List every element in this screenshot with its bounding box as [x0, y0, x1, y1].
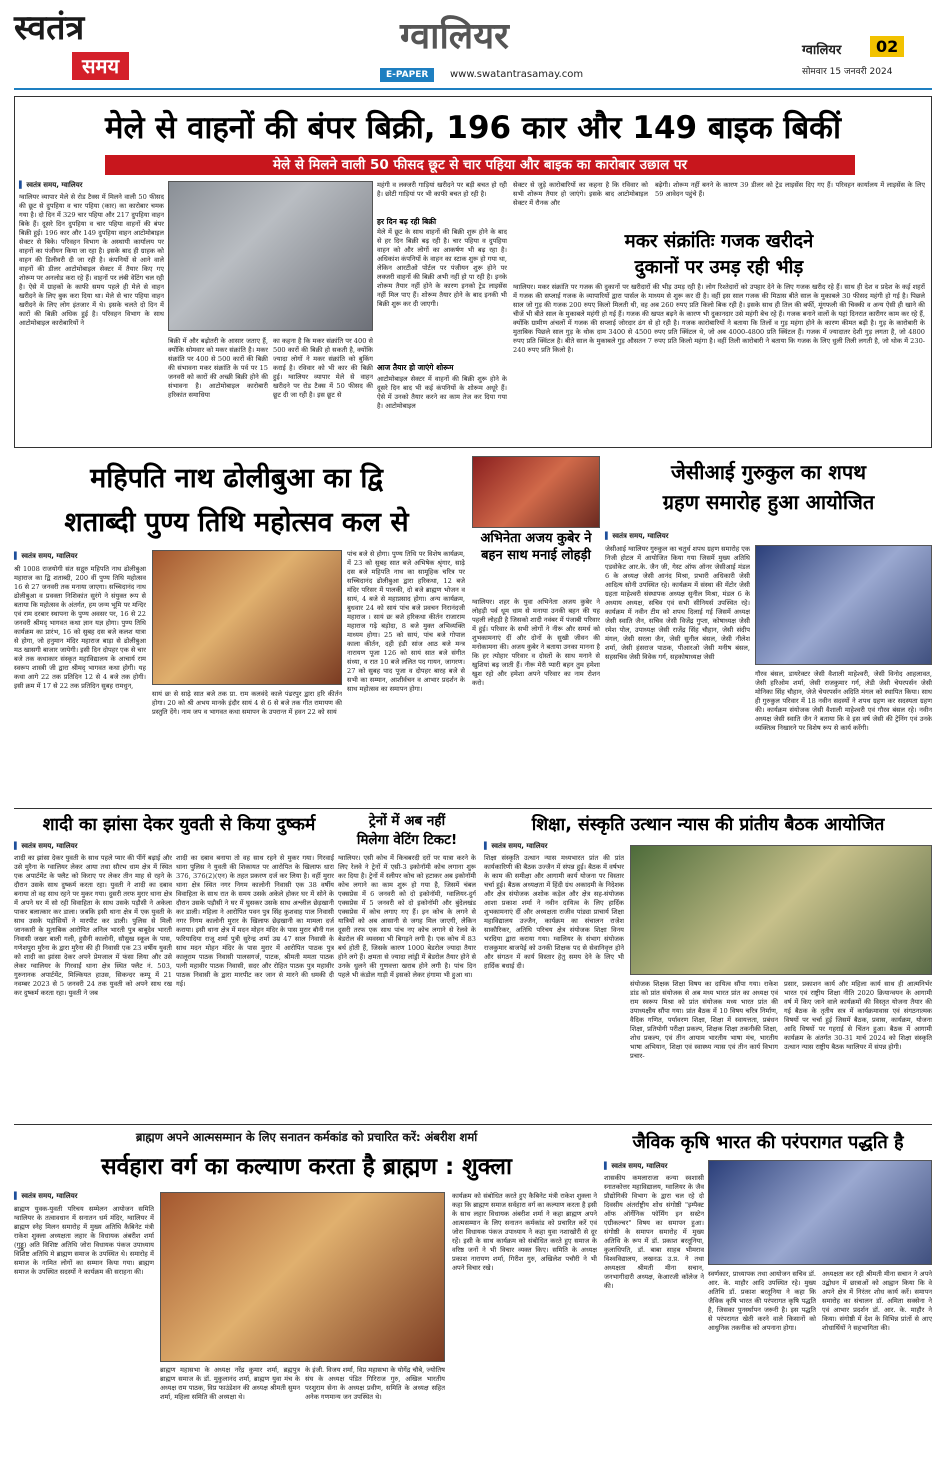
brahman-headline: सर्वहारा वर्ग का कल्याण करता है ब्राह्मण : शुक्ला [101, 1154, 512, 1180]
brahman-byline: ▌ स्वतंत्र समय, ग्वालियर [14, 1192, 78, 1201]
train-text: ग्वालियर। एसी कोच में किचबरदी दरों पर यात्रा करने के लिए रेलवे ने ट्रेनों में एसी-3 इकोनॉमी कोच लगाना शुरू कर दिया है। ट्रेनों में स्लीपर कोच को हटाकर अब इकोनॉमी कोच लगाने का काम शुरू हो गया है, जिसमें चंबल एक्सप्रेस में 6 जनवरी को दो इकोनॉमी, ग्वालियर-दुर्ग एक्सप्रेस में 5 जनवरी को दो इकोनॉमी और बुंदेलखंड एक्सप्रेस में कोच लगाए गए हैं। इन कोच के लगने से यात्रियों को अब आसानी से जगह मिल जाएगी, लेकिन दूसरी तरफ एक साथ पांच नए कोच लगाने से रेलवे के बेडरोल की व्यवस्था भी बिगड़ने लगी है। एक कोच में 83 बर्थ होती हैं, जिसके कारण 1000 बेडरोल ज्यादा तैयार होने लगे हैं। क्षमता से ज्यादा लांड्री में बेडरोल तैयार होने से उनके धुलने की गुणवत्ता खराब होने लगी है। पांच दिन पहले भी कंडोल गाड़ी में इसको लेकर हंगामा भी हुआ था। [338, 854, 476, 979]
train-headline-1: ट्रेनों में अब नहीं [368, 813, 446, 829]
lead-col-4b: मेले में छूट के साथ वाहनों की बिक्री शुरू होने के बाद से हर दिन बिक्री बढ़ रही है। चार पहिया व दुपहिया वाहन को और लोगों का आकर्षण भी बढ़ रहा है। अधिकांश कंपनियों के वाहन का स्टाक शुरू हो गया था, लेकिन आरटीओ पोर्टल पर पंजीयन शुरू होने पर लक्जरी वाहनों की बिक्री अभी नहीं हो पा रही है। इनके शोरूम तैयार नहीं होने के कारण इनको ट्रेड लाइसेंस नहीं मिल पाए हैं। शोरूम तैयार होने के बाद इनकी भी बिक्री शुरू कर दी जाएगी। [377, 228, 507, 308]
shiksha-headline: शिक्षा, संस्कृति उत्थान न्यास की प्रांतीय बैठक आयोजित [531, 815, 885, 835]
shiksha-photo [630, 845, 932, 975]
jci-col-2: गौरव बंसल, डायरेक्टर जेसी वैशाली माहेश्वरी, जेसी विनोद आहलावत, जेसी हरिओम शर्मा, जेसी राजकुमार गर्ग, लेडी जेसी चेयरपर्सन जेसी मोनिका सिंह चौहान, जेजे चेयरपर्सन अदिति मंगल को स्थापित किया। साथ ही गुरुकुल परिवार में 18 नवीन सदस्यों ने शपथ ग्रहण कर सदस्यता ग्रहण की। कार्यक्रम संयोजक जेसी वैशाली माहेश्वरी एवं गौरव बंसल रहे। नवीन अध्यक्ष जेसी स्वाति जैन ने बताया कि वे इस वर्ष जेसी की ट्रेनिंग एवं उनके व्यक्तित्व निखारने पर विशेष रूप से कार्य करेंगी। [755, 670, 932, 732]
logo-bottom: समय [72, 52, 129, 80]
mahipati-byline: ▌ स्वतंत्र समय, ग्वालियर [14, 552, 78, 561]
lohri-photo [472, 456, 600, 528]
shiksha-col-1: शिक्षा संस्कृति उत्थान न्यास मध्यभारत प्रांत की प्रांत कार्यकारिणी की बैठक उज्जैन में संपन्न हुई। बैठक में वर्षभर के काम की समीक्षा और आगामी कार्य योजना पर विस्तार चर्चा हुई। बैठक अध्यक्षता में हिंदी ग्रंथ अकादमी के निदेशक और क्षेत्र संयोजक अशोक कड़ेल और क्षेत्र सह-संयोजक आशा प्रकाश शर्मा ने नवीन दायित्व के लिए हार्दिक शुभकामनाएं दीं और अध्यक्षता राजीव पांड्या प्राचार्य शिक्षा महाविद्यालय उज्जैन, कार्यक्रम का संचालन राजेश साकौरिकर, अतिथि परिचय क्षेत्र संयोजक शिक्षा विनय भरदिया द्वारा कराया गया। ग्वालियर के संभाग संयोजक राजकुमार बाजपेई को उनकी शिक्षक पद से सेवानिवृत्त होने और संगठन में कार्य विस्तार हेतु समय देने के लिए भी हार्दिक बधाई दी। [484, 854, 624, 970]
shadi-headline: शादी का झांसा देकर युवती से किया दुष्कर्म [42, 815, 316, 835]
brahman-photo [160, 1192, 445, 1362]
lead-col-5a: सेक्टर से जुड़े कारोबारियों का कहना है कि रविवार को सभी शोरूम तैयार हो जाएंगे। इसके बाद आटोमोबाइल सेक्टर में रौनक और [513, 181, 648, 207]
shiksha-col-2: संयोजक शिक्षक शिक्षा विषय का दायित्व सौंपा गया। राकेश डांड को प्रांत संयोजक से अब मध्य भारत प्रांत का अध्यक्ष एवं राम स्वरूप मिश्रा को प्रांत संयोजक मध्य भारत प्रांत की उपाध्यक्षीय सौंपा गया। प्रांत बैठक में 10 विषय चरित्र निर्माण, वैदिक गणित, पर्यावरण शिक्षा, शिक्षा में स्वायत्तता, प्रबंधन शिक्षा, प्रतियोगी परीक्षा प्रकल्प, शिक्षक शिक्षा तकनीकी शिक्षा, शोध प्रकल्प, एवं तीन आयाम भारतीय भाषा मंच, भारतीय भाषा अभियान, शिक्षा एवं स्वास्थ्य न्यास एवं तीन कार्य विभाग प्रचार- [630, 980, 778, 1060]
lead-byline: ▌ स्वतंत्र समय, ग्वालियर [19, 181, 83, 190]
mahipati-headline-1: महिपति नाथ ढोलीबुआ का द्वि [90, 463, 383, 494]
divider-mid [14, 808, 932, 809]
site-url[interactable]: www.swatantrasamay.com [450, 69, 584, 80]
lead-col-2: बिक्री में और बढ़ोतरी के आसार जताए हैं, क्योंकि सोमवार को मकर संक्रांति है। मकर संक्रांति पर 400 से 500 कारों की बिक्री की संभावना मकर संक्रांति के पर्व पर 15 जनवरी को कारों की अच्छी बिक्री होने की संभावना है। आटोमोबाइल कारोबारी हरिकांत समाधिया [168, 337, 268, 399]
shadi-col-2: शादी का दबाव बनाया तो वह साथ रहने से मुकर गया। गिरवाईं थाना पुलिस ने युवती की शिकायत पर आरोपित के खिलाफ धारा 376, 376(2)(एन) के तहत प्रकरण दर्ज कर लिया है। वहीं मुरार थाना क्षेत्र स्थित नगर निगम कालोनी निवासी एक 38 वर्षीय विवाहिता के साथ रात के समय उसके अकेले होकर घर में सोने के दौरान उसके पड़ौसी ने घर में घुसकर उसके साथ अश्लील छेड़खानी कर डाली। महिला ने आरोपित पवन पुत्र सिंह कुशवाह पाल निवासी नगर निगम कालोनी मुरार के खिलाफ छेड़खानी का मामला दर्ज कराया। इसी थाना क्षेत्र में मदन मोहन मंदिर के पास मुरार बौनी गल फरियादिया राजू शर्मा पुत्री सुरेन्द्र शर्मा उम्र 47 साल निवासी के साथ मदन मोहन मंदिर के पास मुरार में आरोपित पाठक पुत्र कालूराम पाठक निवासी पालसगर्ज, पाटक, श्रीमती ममता पाठक पत्नी महावीर पाठक निवासी, सदर और रोहित पाठक पुत्र महावीर पाठक निवासी के द्वारा मारपीट कर जान से मारने की धमकी दी गई। [176, 854, 334, 988]
lohri-text: ग्वालियर। शहर के युवा अभिनेता अजय कुबेर ने लोहड़ी पर्व धूम धाम से मनाया उनकी बहन की यह पहली लोहड़ी है जिसको शादी नवंबर में पंजाबी परिवार में हुई। परिवार के सभी लोगों ने नीरू और समर्थ को शुभकामनाएं दीं और दोनों के सुखी जीवन की मनोकामना की। अजय कुबेर ने बताया उनका मानना है कि हर त्योहार परिवार व दोस्तों के साथ मनाने से खुशियां बढ़ जाती हैं। नीरू मेरी प्यारी बहन तुम हमेशा खुश रहो और हमेशा अपने परिवार का नाम रोशन करो। [472, 598, 600, 687]
lead-story [14, 96, 932, 448]
jaivik-col-2: स्वर्णकार, प्राध्यापक तथा आयोजन सचिव डॉ. आर. के. माहौर आदि उपस्थित रहे। मुख्य अतिथि डॉ. प्रकाश बरतूनिया ने कहा कि जैविक कृषि भारत की परंपरागत कृषि पद्धति है, जिसका पुनर्स्थापन जरूरी है। इस पद्धति से परंपरागत खेती करने वाले किसानों को आधुनिक तकनीक को अपनाना होगा। [708, 1270, 816, 1332]
edition-city: ग्वालियर [802, 43, 842, 58]
jaivik-photo [708, 1160, 932, 1265]
mahipati-photo [152, 550, 342, 685]
jci-photo [755, 545, 932, 665]
makar-text: ग्वालियर। मकर संक्रांति पर गजक की दुकानों पर खरीदारों की भीड़ उमड़ रही है। लोग रिश्तेदारों को उपहार देने के लिए गजक खरीद रहे हैं। साथ ही देश व प्रदेश के कई शहरों में गजक की सप्लाई गजक के व्यापारियों द्वारा पार्सल के माध्यम से शुरू कर दी है। वहीं इस साल गजक की मिठास बीते साल के मुकाबले 30 फीसद महंगी हो गई है। पिछले साल जो गुड़ की गजक 200 रुपए किलो मिलती थी, वह अब 260 रुपए प्रति किलो बिक रही है। इसके साथ ही तिल की बर्फी, मूंगफली की चिक्की व अन्य ऐसी ही खाने की चीजें भी बीते साल के मुकाबले महंगी हो गई हैं। गजक की खपत बढ़ने के कारण भी दुकानदार उसे महंगी बेच रहे हैं। गजक बनाने वालों के यहां दिनरात कारीगर काम कर रहे हैं, क्योंकि ग्रामीण अंचलों में गजक की सप्लाई जोरदार ढंग से हो रही है। गजक कारोबारियों ने बताया कि तिलों व गुड़ महंगा होने के कारण कीमत बढ़ी है। गुड़ के कारोबारी के मुताबिक पिछले साल गुड़ के थोक दाम 3400 से 4500 रुपए प्रति क्विंटल थे, जो अब 4000-4800 प्रति क्विंटल हैं। गजक में ज्यादातर देशी गुड़ लगता है, जो 4800 रुपए प्रति क्विंटल है। बीते साल के मुकाबले गुड़ औसतन 7 रुपए प्रति किलो महंगा है। वहीं तिली कारोबारी ने बताया कि गजक के लिए धुली तिली लगती है, जो थोक में 230-240 रुपए प्रति किलो है। [513, 283, 925, 354]
shadi-byline: ▌ स्वतंत्र समय, ग्वालियर [14, 842, 78, 851]
page-number: 02 [870, 36, 904, 57]
lead-subhead-2: आज तैयार हो जाएंगे शोरूम [377, 363, 454, 372]
lead-col-4a: महंगी व लक्जरी गाड़ियां खरीदने पर बड़ी बचत हो रही है। छोटी गाड़ियां पर भी काफी बचत हो रही है। [377, 181, 507, 198]
masthead [0, 0, 945, 92]
edition-box [790, 36, 930, 80]
mahipati-col-1: श्री 1008 राजयोगी संत सद्गुरु महिपति नाथ ढोलीबुआ महाराज का द्वि शताब्दी, 200 वीं पुण्य तिथि महोत्सव 16 से 27 जनवरी तक मनाया जाएगा। सच्चिदानंद नाथ ढोलीबुआ व प्रवक्ता निशिकांत सुरंगे ने संयुक्त रूप से बताया कि महोत्सव के अंतर्गत, हम जन्म भूमि पर मन्दिर एवं राम दरबार स्थापना के पुण्य अवसर पर, 16 से 22 जनवरी श्रीमद् भागवत कथा ज्ञान यज्ञ होगा। पुण्य तिथि कार्यक्रम का प्रारंभ, 16 को सुबह दस बजे कलश यात्रा से होगा, जो हनुमान मंदिर महाराज बाड़ा से ढोलीबुआ मठ खासगी बाजार जायेगी। इसी दिन दोपहर एक से चार बजे तक कथाकार संस्कृत महाविद्यालय के आचार्य राम स्वरूप शास्त्री जी द्वारा श्रीमद् भागवत कथा होगी। यह कथा आगे 22 तक प्रतिदिन 12 से 4 बजे तक होगी। इसी क्रम में 17 से 22 तक प्रतिदिन सुबह रामधुन, [14, 565, 146, 690]
jci-headline-1: जेसीआई गुरुकुल का शपथ [670, 460, 867, 484]
brahman-col-1: ब्राह्मण युवक-युवती परिचय सम्मेलन आयोजन समिति ग्वालियर के तत्वावधान में सनातन धर्म मंदिर, ग्वालियर में ब्राह्मण स्नेह मिलन समारोह में मुख्य अतिथि कैबिनेट मंत्री राकेश शुक्ला अध्यक्षता लहार के विधायक अंबरीश शर्मा (गुड्डू) अति विशिष्ट अतिथि जोरा विधायक पंकज उपाध्याय विशिष्ट अतिथि मे ब्राह्मण समाज के उपस्थित थे। समारोह में समाज के नामित लोगों का सम्मान किया गया। ब्राह्मण समाज के उपस्थित सदस्यों ने कार्यक्रम की सराहना की। [14, 1205, 154, 1276]
mahipati-col-2: सायं छः से साढ़े सात बजे तक प्रा. राम कलवंदे काले पंढरपुर द्वारा हरि कीर्तन होगा। 20 को श्री अभय मानके इंदौर सायं 4 से 6 से बजे तक गीत रामायण की प्रस्तुति देंगे। नाम जप व भागवत कथा समापन के उपरान्त में हवन 22 को सायं [152, 690, 342, 716]
lead-col-6a: बढ़ेगी। शोरूम नहीं बनने के कारण 39 डीलर को ट्रेड लाइसेंस दिए गए हैं। परिवहन कार्यालय में लाइसेंस के लिए 59 आवेदन पहुंचे हैं। [655, 181, 925, 198]
lead-col-3: का कहना है कि मकर संक्रांति पर 400 से 500 कारों की बिक्री हो सकती है, क्योंकि ज्यादा लोगों ने मकर संक्रांति को बुकिंग कराई है। रविवार को भी कार की बिक्री हुई। ग्वालियर व्यापार मेले से वाहन खरीदने पर रोड टैक्स में 50 फीसद की छूट दी जा रही है। इस छूट से [273, 337, 373, 399]
train-headline-2: मिलेगा वेटिंग टिकट! [356, 832, 458, 848]
makar-headline-2: दुकानों पर उमड़ रही भीड़ [634, 257, 804, 278]
logo-top: स्वतंत्र [14, 8, 85, 48]
mahipati-headline-2: शताब्दी पुण्य तिथि महोत्सव कल से [64, 507, 409, 538]
brahman-col-2: ब्राह्मण महासभा के अध्यक्ष नरेंद्र कुमार शर्मा, ब्रह्मपुत्र ब्राह्मण समाज के डॉ. मुकुलानंद शर्मा, ब्राह्मण युवा मंच के अध्यक्ष राम पाठक, विप्र फाउंडेशन की अध्यक्ष श्रीमती सुमन शर्मा, महिला समिति की अध्यक्षा थे। [160, 1366, 300, 1401]
brahman-kicker: ब्राह्मण अपने आत्मसम्मान के लिए सनातन कर्मकांड को प्रचारित करें: अंबरीश शर्मा [135, 1130, 478, 1144]
epaper-label: E-PAPER [380, 68, 434, 82]
logo [14, 8, 164, 88]
shadi-col-1: शादी का झांसा देकर युवती के साथ पहले प्यार की पींगें बढ़ाई और उसे मुरैना के ग्वालियर लेकर आया तथा सौरभ धाम क्षेत्र में स्थित एक अपार्टमेंट के फ्लैट को किराए पर लेकर तीन माह से रहने के दौरान उसके साथ दुष्कर्म करता रहा। युवती ने शादी का दबाव बनाया तो वह साथ रहने पर मुकर गया। दुसरी तरफ मुरार थाना क्षेत्र में अपने घर में सो रही विवाहिता के साथ उसके पड़ौसी ने अकेला पाकर बलात्कार कर डाला। जबकि इसी थाना क्षेत्र में एक युवती के साथ उसके पड़ोसियों ने मारपीट कर डाली। पुलिस से मिली जानकारी के मुताबिक आरोपित अनिल भारती पुत्र बाबूदेव भारती निवासी जखर बाली गली, हुसैनी कालोनी, सौसुख स्कूल के पास, गणेशपुरा मुरैना के द्वारा मुरैना की ही निवासी एक 23 वर्षीय युवती को शादी का झांसा देकर अपने प्रेमजाल में फंसा लिया और उसे लेकर ग्वालियर के गिरवाईं थाना क्षेत्र स्थित फ्लैट नं. 503, गुरुनानक अपार्टमेंट, मिल्कियत हाउस, सिकन्दर कम्पू में 21 नवम्बर 2023 से 5 जनवरी 24 तक युवती को अपने साथ रख कर दुष्कर्म करता रहा। युवती ने जब [14, 854, 172, 997]
jaivik-byline: ▌ स्वतंत्र समय, ग्वालियर [604, 1162, 668, 1171]
shiksha-col-3: प्रसार, प्रकाशन कार्य और महिला कार्य साथ ही आत्मनिर्भर भारत एवं राष्ट्रीय शिक्षा नीति 2020 क्रियान्वयन के आगामी वर्ष में किए जाने वाले कार्यक्रमों की विस्तृत योजना तैयार की गई बैठक के तृतीय सत्र में कार्यक्रमावास एवं संगठनात्मक विषयों पर चर्चा हुई जिसमें बैठक, प्रवास, कार्यक्रम, योजना आदि विषयों पर गहराई से चिंतन हुआ। बैठक में आगामी कार्यक्रम के अंतर्गत 30-31 मार्च 2024 को शिक्षा संस्कृति उत्थान न्यास राष्ट्रीय बैठक ग्वालियर में संपन्न होगी। [784, 980, 932, 1051]
jaivik-col-1: शासकीय कमलाराजा कन्या स्वशासी स्नातकोत्तर महाविद्यालय, ग्वालियर के जैव प्रौद्योगिकी विभाग के द्वारा चल रहे दो दिवसीय अंतर्राष्ट्रीय शोध संगोष्ठी "इम्पैक्ट ऑफ ऑर्गेनिक फॉर्मिंग इन सस्टेन एग्रीकल्चर" विषय का समापन हुआ। संगोष्ठी के समापन समारोह में मुख्य अतिथि के रूप में डॉ. प्रकाश बरतूनिया, कुलाधिपति, डॉ. बाबा साहब भीमराव विश्वविद्यालय, लखनऊ उ.प्र. ने तथा अध्यक्षता श्रीमती मीना सचान, जनभागीदारी अध्यक्ष, केआरजी कॉलेज ने की। [604, 1174, 704, 1290]
jaivik-col-3: अध्यक्षता कर रही श्रीमती मीना सचान ने अपने उद्बोधन में छात्राओं को आह्वान किया कि वे अपने क्षेत्र में निरंतर शोध कार्य करें। समापन समारोह का संचालन डॉ. अमिता सक्सेना ने एवं आभार प्रदर्शन डॉ. आर. के. माहौर ने किया। संगोष्ठी में देश के विभिन्न प्रांतों से आए शोधार्थियों ने सहभागिता की। [822, 1270, 932, 1332]
brahman-col-4: कार्यक्रम को संबोधित करते हुए कैबिनेट मंत्री राकेश शुक्ला ने कहा कि ब्राह्मण समाज सर्वहारा वर्ग का कल्याण करता है इसी के साथ लहार विधायक अंबरीश शर्मा ने कहा ब्राह्मण अपने आत्मसम्मान के लिए सनातन कर्मकांड को प्रचारित करें एवं जोरा विधायक पंकज उपाध्याय ने कहा युवा नशाखोरी से दूर रहें। इसी के साथ कार्यक्रम को संबोधित करते हुए समाज के वरिष्ठ जनों ने भी विचार व्यक्त किए। समिति के अध्यक्ष प्रकाश नारायण शर्मा, गिरीश गुरु, अखिलेश पचौरी ने भी अपने विचार रखे। [452, 1192, 597, 1272]
divider-low [14, 1124, 932, 1125]
lead-photo-mela [168, 181, 373, 331]
lead-strap: मेले से मिलने वाली 50 फीसद छूट से चार पहिया और बाइक का कारोबार उछाल पर [105, 155, 855, 175]
lead-col-1: ग्वालियर व्यापार मेले से रोड टैक्स में मिलने वाली 50 फीसद की छूट से दुपहिया व चार पहिया (कार) का कारोबार चमक गया है। दो दिन में 329 चार पहिया और 217 दुपहिया वाहन बिके हैं। दूसरे दिन दुपहिया व चार पहिया वाहनों की बंपर बिक्री हुई। 196 कार और 149 दुपहिया वाहन आटोमोबाइल सेक्टर से बिके। परिवहन विभाग के अस्थायी कार्यालय पर वाहनों का पंजीयन किया जा रहा है। इसके बाद ही ग्राहक को वाहन की डिलीवरी दी जा रही है। कंपनियों से आने वाले वाहनों की डीलर आटोमोबाइल सेक्टर में तैयार किए गए शोरूम पर अनलोड करा रहे हैं। वाहनों पर लंबी वेटिंग चल रही है। ऐसे में ग्राहकों के काफी समय पहले ही मेले से वाहन खरीदने के लिए बुक करा दिया था। मेले से चार पहिया वाहन खरीदने के लिए लोग इंतजार में थे। इसके चलते दो दिन में कारों की बिक्री अधिक हुई है। परिवहन विभाग के साथ आटोमोबाइल कारोबारियों ने [19, 193, 164, 327]
mahipati-col-3: पांच बजे से होगा। पुण्य तिथि पर विशेष कार्यक्रम, में 23 को सुबह सात बजे अभिषेक श्रृंगार, साढ़े दस बजे महिपति नाथ का सामूहिक चरित्र पर सच्चिदानंद ढोलीबुआ द्वारा हरिकथा, 12 बजे मंदिर परिसर में पालकी, दो बजे ब्राह्मण भोजन व सायं, 4 बजे से महाप्रसाद होगा। अन्य कार्यक्रम, बुधवार 24 को सायं पांच बजे प्रवचन निरानंदजी महाराज । सायं छः बजे हरिकथा कीर्तन राजाराम महाराज गढ़े बड़ोदा, 8 बजे मुक्त अभिव्यक्ति माध्यम होगा। 25 को सायं, पांच बजे गोपाल काला कीर्तन, दही हंडी सांज आठ बजे मन्त्र नारायण पूजा 126 को सायं सात बजे संगीत संध्या, व रात 10 बजे ललित पद गायन, जागरण। 27 को सुबह पाद पूजा व दोपहर बारह बजे से सभी का सम्मान, आशीर्वचन व आभार प्रदर्शन के साथ महोत्सव का समापन होगा। [347, 550, 465, 693]
lohri-headline: अभिनेता अजय कुबेर ने बहन साथ मनाई लोहड़ी [480, 531, 592, 563]
edition-date: सोमवार 15 जनवरी 2024 [802, 67, 893, 77]
jci-byline: ▌ स्वतंत्र समय, ग्वालियर [605, 532, 669, 541]
masthead-rule [14, 88, 932, 90]
lead-headline: मेले से वाहनों की बंपर बिक्री, 196 कार और 149 बाइक बिकीं [104, 110, 841, 146]
shiksha-byline: ▌ स्वतंत्र समय, ग्वालियर [484, 842, 548, 851]
jaivik-headline: जैविक कृषि भारत की परंपरागत पद्धति है [632, 1132, 904, 1153]
jci-headline-2: ग्रहण समारोह हुआ आयोजित [662, 490, 875, 514]
lead-col-4c: आटोमोबाइल सेक्टर में वाहनों की बिक्री शुरू होने के दूसरे दिन बाद भी कई कंपनियों के शोरूम अधूरे हैं। ऐसे में उनको तैयार करने का काम तेज कर दिया गया है। आटोमोबाइल [377, 375, 507, 410]
brahman-col-3: के इंजी. विजय शर्मा, विप्र महासभा के योगेंद्र चौबे, ज्योतिष संघ के अध्यक्ष पंडित गिरिराज गुरु, अखिल भारतीय परशुराम सेना के अध्यक्ष प्रवीण, समिति के अध्यक्ष सहित अनेक गणमान्य जन उपस्थित थे। [305, 1366, 445, 1401]
lead-subhead-1: हर दिन बढ़ रही बिक्री [377, 217, 437, 226]
jci-col-1: जेसीआई ग्वालियर गुरुकुल का चतुर्थ शपथ ग्रहण समारोह एक निजी होटल में आयोजित किया गया जिसमें मुख्य अतिथि एडवोकेट आर.के. जैन जी, गेस्ट ऑफ ऑनर जेसीआई मंडल 6 के अध्यक्ष जेसी आनंद मिश्रा, प्रभारी अधिकारी जेसी आदित्य सोनी उपस्थित रहे। कार्यक्रम में संस्था की मेंटोर जेसी ग्रहता माहेश्वरी संस्थापक अध्यक्ष सुनील मिश्रा, मंडल 6 के अध्याय अध्यक्ष, सचिव एवं सभी सीनियर्स उपस्थित रहे। कार्यक्रम में नवीन टीम को शपथ दिलाई गई जिसमें अध्यक्ष जेसी स्वाति जैन, सचिव जेसी विजेंद्र गुप्ता, कोषाध्यक्ष जेसी रमेश पोल, उपाध्यक्ष जेसी राजेंद्र सिंह चौहान, जेसी संदीप मंगल, जेसी सरला जैन, जेसी सुनील बंसल, जेसी नीलेश शर्मा, जेसी हंसराज पाठक, पीआरओ जेसी मनीष बंसल, सहसचिव जेसी विवेक गर्ग, सहकोषाध्यक्ष जेसी [605, 545, 750, 661]
masthead-city: ग्वालियर [400, 15, 509, 57]
makar-headline-1: मकर संक्रांतिः गजक खरीदने [624, 231, 814, 252]
